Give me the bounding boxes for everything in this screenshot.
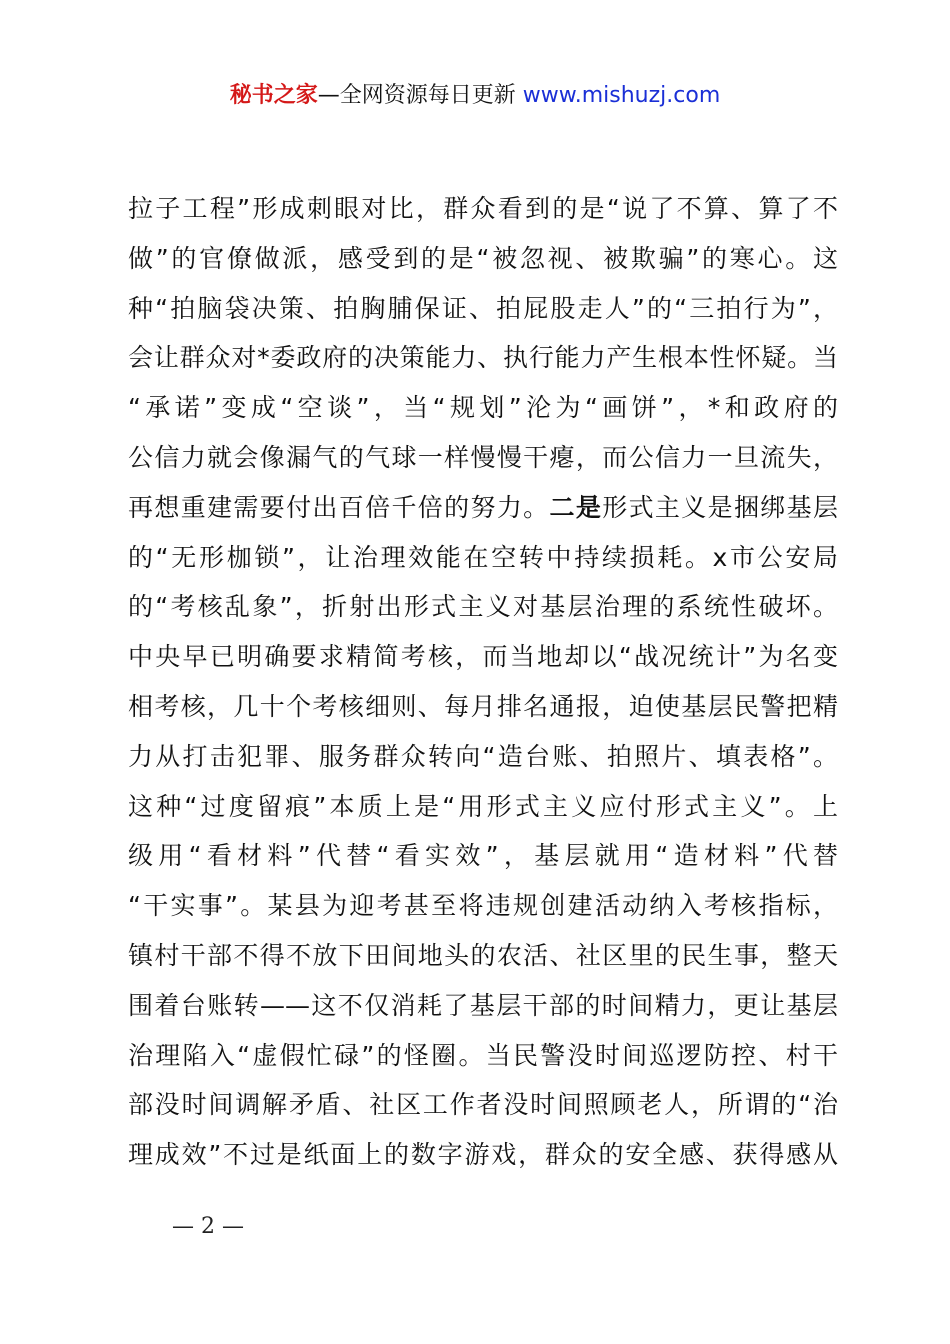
site-url-link[interactable]: www.mishuzj.com <box>522 83 721 108</box>
text-line-12: 力从打击犯罪、服务群众转向“造台账、拍照片、填表格”。 <box>128 741 838 771</box>
page-number: — 2 — <box>172 1214 244 1239</box>
brand-name: 秘书之家 <box>229 83 318 108</box>
text-line-17: 围着台账转——这不仅消耗了基层干部的时间精力，更让基层 <box>128 990 838 1020</box>
text-line-16: 镇村干部不得不放下田间地头的农活、社区里的民生事，整天 <box>128 940 838 970</box>
text-line-19: 部没时间调解矛盾、社区工作者没时间照顾老人，所谓的“治 <box>128 1090 838 1120</box>
text-line-7-tail: 形式主义是捆绑基层 <box>602 492 838 522</box>
text-line-7 <box>128 483 838 533</box>
text-line-13: 这种“过度留痕”本质上是“用形式主义应付形式主义”。上 <box>128 791 838 821</box>
site-header <box>0 78 950 114</box>
section-marker-bold: 二是 <box>549 492 603 522</box>
text-line-15: “干实事”。某县为迎考甚至将违规创建活动纳入考核指标， <box>128 891 838 921</box>
text-line-5: “承诺”变成“空谈”，当“规划”沦为“画饼”，*和政府的 <box>128 393 838 423</box>
text-line-2: 做”的官僚做派，感受到的是“被忽视、被欺骗”的寒心。这 <box>128 243 838 273</box>
header-tagline: —全网资源每日更新 <box>317 83 523 108</box>
text-line-18: 治理陷入“虚假忙碌”的怪圈。当民警没时间巡逻防控、村干 <box>128 1040 838 1070</box>
text-line-10: 中央早已明确要求精简考核，而当地却以“战况统计”为名变 <box>128 642 838 672</box>
text-line-9: 的“考核乱象”，折射出形式主义对基层治理的系统性破坏。 <box>128 592 838 622</box>
text-line-8: 的“无形枷锁”，让治理效能在空转中持续损耗。x市公安局 <box>128 542 838 572</box>
text-line-4: 会让群众对*委政府的决策能力、执行能力产生根本性怀疑。当 <box>128 343 838 373</box>
text-line-20: 理成效”不过是纸面上的数字游戏，群众的安全感、获得感从 <box>128 1140 838 1170</box>
text-line-11: 相考核，几十个考核细则、每月排名通报，迫使基层民警把精 <box>128 691 838 721</box>
text-line-3: 种“拍脑袋决策、拍胸脯保证、拍屁股走人”的“三拍行为”， <box>128 293 838 323</box>
text-line-6: 公信力就会像漏气的气球一样慢慢干瘪，而公信力一旦流失， <box>128 442 838 472</box>
text-line-1: 拉子工程”形成刺眼对比，群众看到的是“说了不算、算了不 <box>128 194 838 223</box>
document-body <box>128 184 838 1180</box>
text-line-7-head: 再想重建需要付出百倍千倍的努力。 <box>128 492 550 522</box>
text-line-14: 级用“看材料”代替“看实效”，基层就用“造材料”代替 <box>128 841 838 871</box>
